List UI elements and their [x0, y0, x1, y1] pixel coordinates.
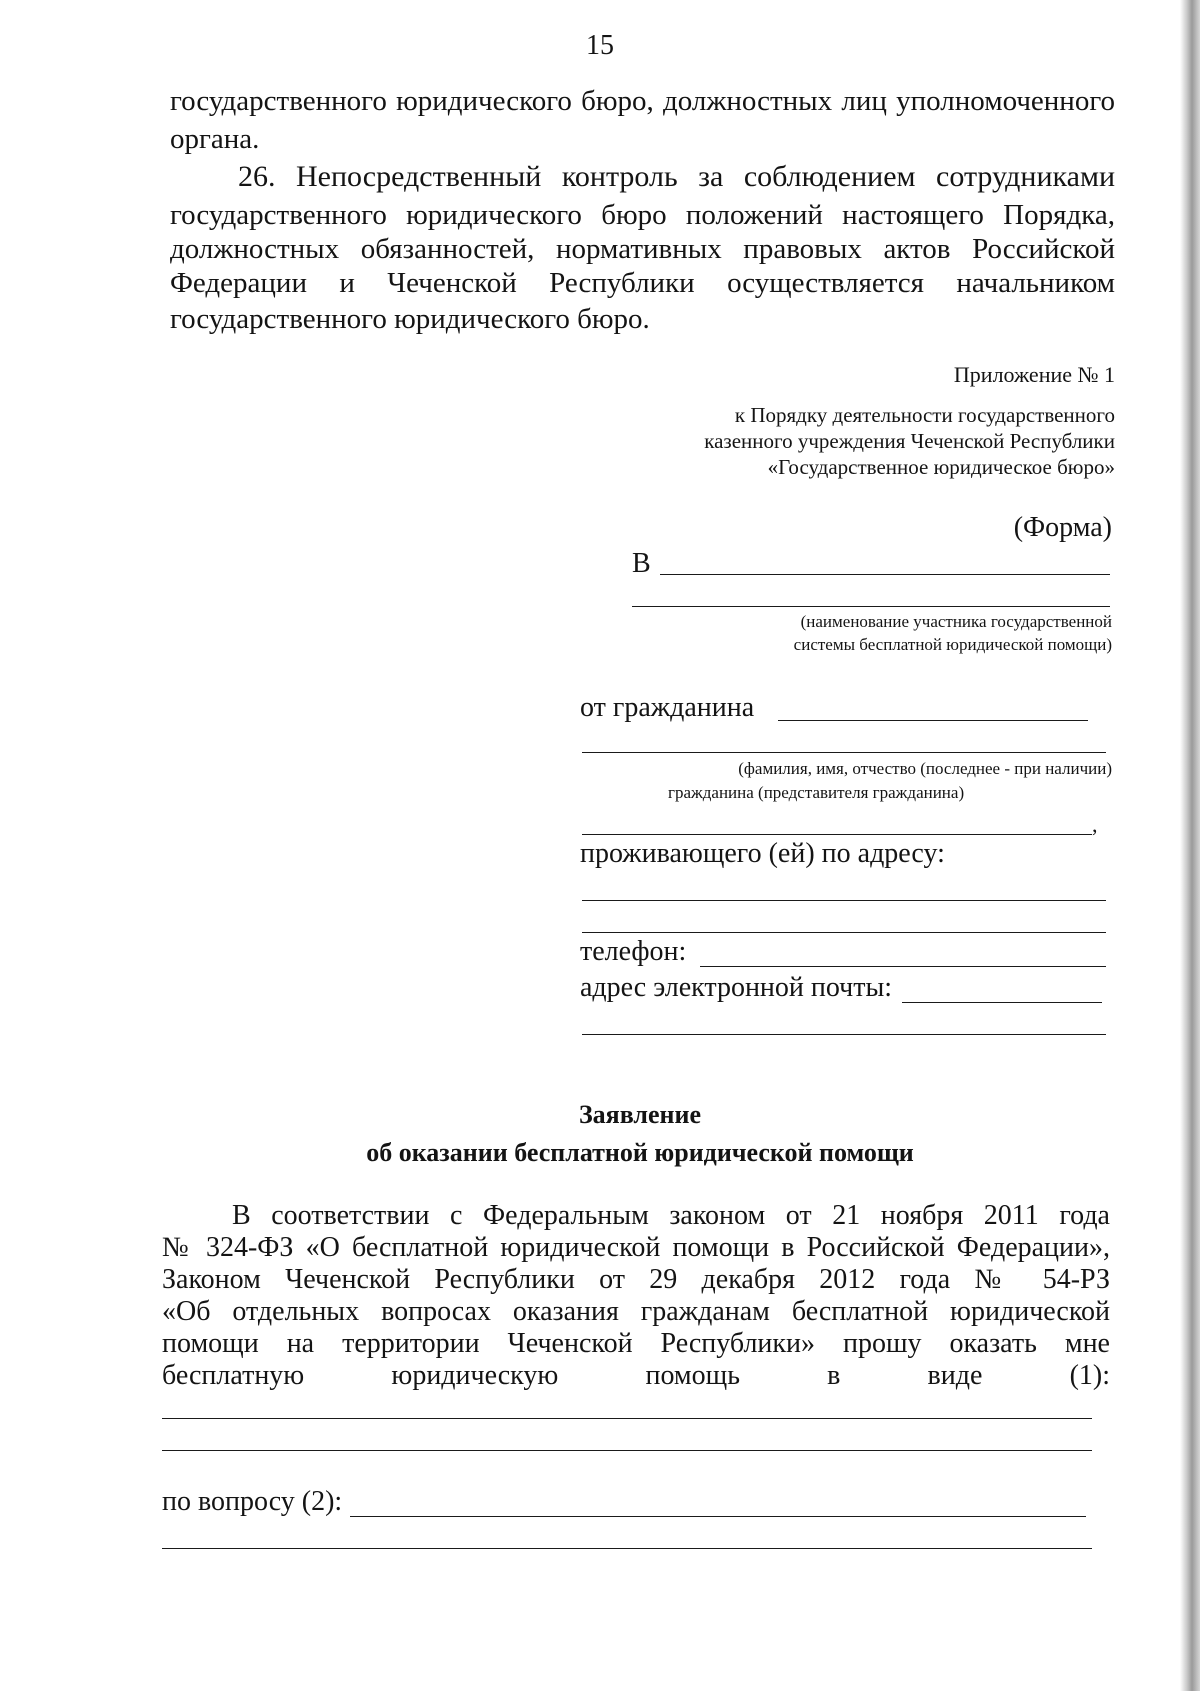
statement-line: бесплатную юридическую помощь в виде (1):	[162, 1360, 1110, 1391]
sender-line-3[interactable]	[582, 834, 1092, 835]
phone-line[interactable]	[700, 966, 1106, 967]
paragraph-26-line: должностных обязанностей, нормативных правовых актов Российской	[170, 233, 1115, 265]
appendix-line: казенного учреждения Чеченской Республики	[704, 429, 1115, 453]
statement-line: помощи на территории Чеченской Республики» прошу оказать мне	[162, 1328, 1110, 1359]
assistance-type-line-1[interactable]	[162, 1418, 1092, 1419]
recipient-caption: системы бесплатной юридической помощи)	[793, 635, 1112, 654]
question-line-2[interactable]	[162, 1548, 1092, 1549]
paragraph-26-line: государственного юридического бюро положений настоящего Порядка,	[170, 199, 1115, 231]
paragraph-26-line: 26. Непосредственный контроль за соблюдением сотрудниками	[238, 160, 1115, 193]
statement-line: «Об отдельных вопросах оказания гражданам бесплатной юридической	[162, 1296, 1110, 1327]
page-edge-shadow	[1180, 0, 1200, 1691]
page-number: 15	[586, 30, 614, 61]
recipient-prefix: В	[632, 548, 651, 579]
question-line-1[interactable]	[350, 1516, 1086, 1517]
sender-line-1[interactable]	[778, 720, 1088, 721]
email-line-2[interactable]	[582, 1034, 1106, 1035]
appendix-label: Приложение № 1	[953, 362, 1115, 387]
sender-caption: гражданина (представителя гражданина)	[668, 783, 965, 802]
email-label: адрес электронной почты:	[580, 972, 893, 1003]
paragraph-26-line: государственного юридического бюро.	[170, 303, 650, 335]
address-label: проживающего (ей) по адресу:	[580, 838, 945, 869]
appendix-line: «Государственное юридическое бюро»	[767, 455, 1115, 479]
statement-line: Законом Чеченской Республики от 29 декабря 2012 года № 54-РЗ	[162, 1264, 1110, 1295]
phone-label: телефон:	[580, 936, 687, 967]
appendix-line: к Порядку деятельности государственного	[734, 403, 1115, 427]
paragraph-line: государственного юридического бюро, должностных лиц уполномоченного	[170, 85, 1115, 117]
email-line[interactable]	[902, 1002, 1102, 1003]
address-line-1[interactable]	[582, 900, 1106, 901]
paragraph-line: органа.	[170, 123, 260, 155]
sender-line-2[interactable]	[582, 752, 1106, 753]
form-label: (Форма)	[1013, 512, 1112, 543]
statement-subtitle: об оказании бесплатной юридической помощи	[366, 1138, 914, 1167]
comma-mark: ,	[1092, 812, 1098, 837]
question-label: по вопросу (2):	[162, 1486, 343, 1517]
sender-label: от гражданина	[580, 692, 755, 723]
recipient-caption: (наименование участника государственной	[800, 612, 1112, 631]
paragraph-26-line: Федерации и Чеченской Республики осуществляется начальником	[170, 267, 1115, 299]
assistance-type-line-2[interactable]	[162, 1450, 1092, 1451]
sender-caption: (фамилия, имя, отчество (последнее - при наличии)	[738, 759, 1112, 778]
statement-line: В соответствии с Федеральным законом от 21 ноября 2011 года	[232, 1200, 1110, 1231]
address-line-2[interactable]	[582, 932, 1106, 933]
statement-title: Заявление	[578, 1100, 702, 1129]
recipient-line-1[interactable]	[660, 574, 1110, 575]
recipient-line-2[interactable]	[632, 606, 1110, 607]
statement-line: № 324-ФЗ «О бесплатной юридической помощи в Российской Федерации»,	[162, 1232, 1110, 1263]
